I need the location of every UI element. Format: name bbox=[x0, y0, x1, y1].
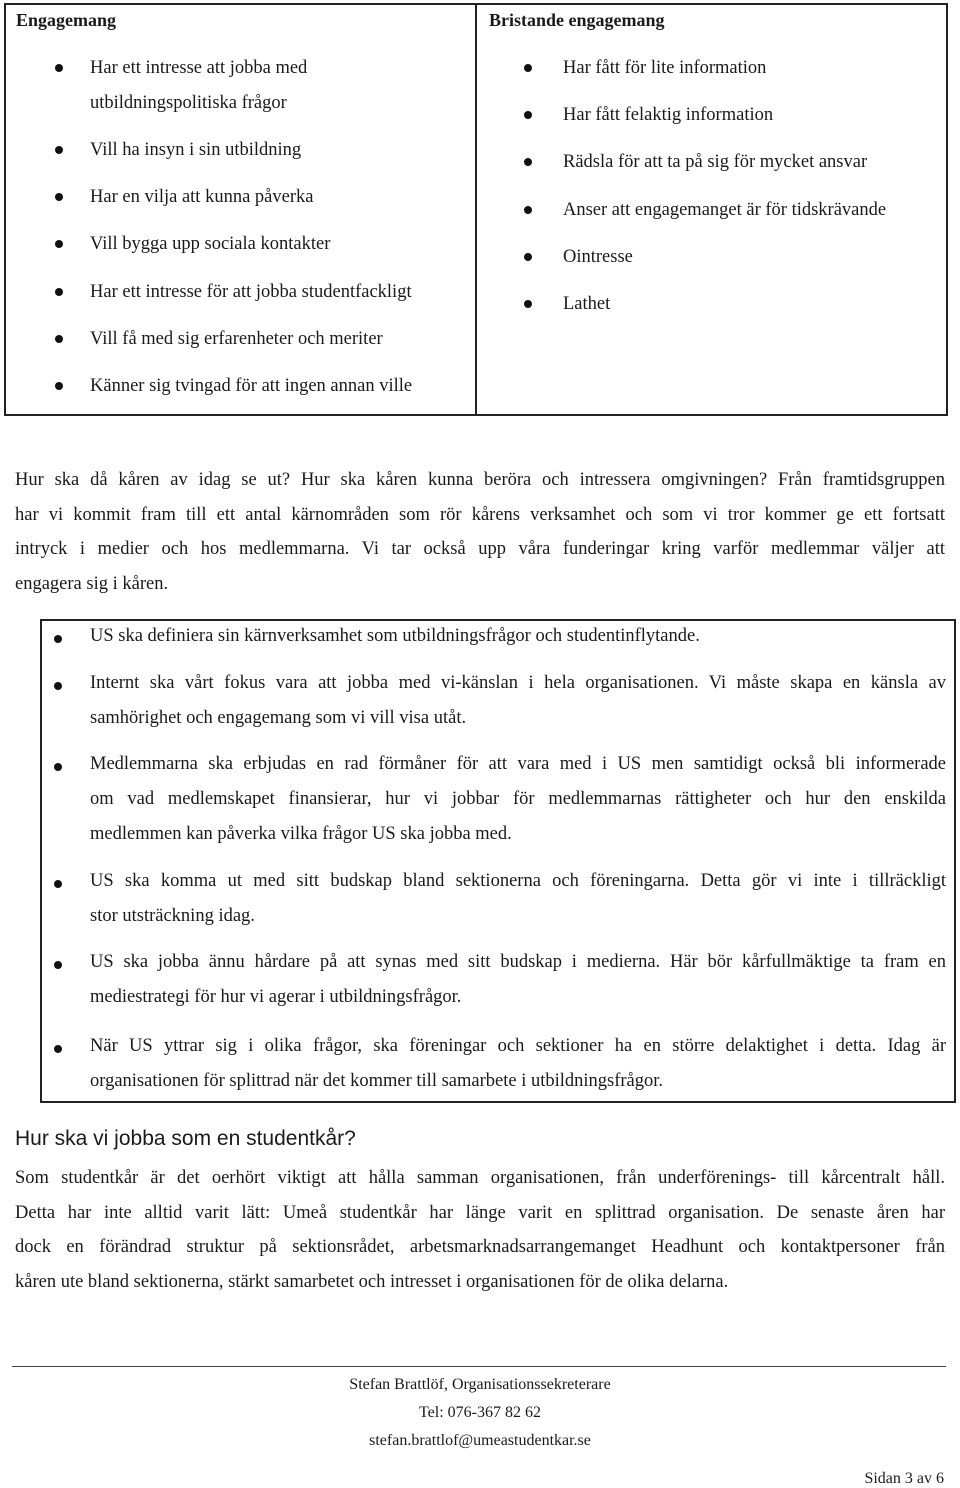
bullet-icon bbox=[54, 635, 62, 643]
list-item-line: medlemmen kan påverka vilka frågor US ska jobba med. bbox=[90, 824, 512, 844]
bullet-icon bbox=[524, 158, 532, 166]
bullet-icon bbox=[524, 206, 532, 214]
bullet-icon bbox=[54, 1045, 62, 1053]
list-item-text bbox=[90, 666, 946, 736]
list-item-text: Vill ha insyn i sin utbildning bbox=[90, 140, 302, 160]
engagement-heading: Engagemang bbox=[16, 10, 117, 30]
paragraph-line: intryck i medier och hos medlemmarna. Vi tar också upp våra funderingar kring varför medlemmar väljer att bbox=[15, 539, 945, 560]
bullet-icon bbox=[55, 64, 63, 72]
bullet-icon bbox=[55, 193, 63, 201]
list-item-text: Har ett intresse att jobba med bbox=[90, 58, 308, 78]
list-item-text: Ointresse bbox=[563, 247, 633, 267]
footer-email: stefan.brattlof@umeastudentkar.se bbox=[369, 1432, 591, 1449]
list-item-text: Har fått för lite information bbox=[563, 58, 767, 78]
list-item-text: Rädsla för att ta på sig för mycket ansvar bbox=[563, 152, 868, 172]
table-column-divider bbox=[475, 5, 477, 414]
list-item-line: Medlemmarna ska erbjudas en rad förmåner för att vara med i US men samtidigt också bli informerade bbox=[90, 754, 946, 774]
paragraph-line: Som studentkår är det oerhört viktigt att hålla samman organisationen, från underförenings- till kårcentralt håll. bbox=[15, 1168, 945, 1188]
list-item-line: om vad medlemskapet finansierar, hur vi jobbar för medlemmarnas rättigheter och hur den enskilda bbox=[90, 789, 946, 809]
bullet-icon bbox=[55, 335, 63, 343]
paragraph-line: har vi kommit fram till ett antal kärnområden som rör kårens verksamhet och som vi tror kommer ge ett fortsatt bbox=[15, 504, 945, 525]
bullet-icon bbox=[55, 146, 63, 154]
page-number: Sidan 3 av 6 bbox=[864, 1470, 944, 1487]
list-item-line: organisationen för splittrad när det kommer till samarbete i utbildningsfrågor. bbox=[90, 1071, 664, 1091]
list-item-line: US ska definiera sin kärnverksamhet som utbildningsfrågor och studentinflytande. bbox=[90, 626, 700, 646]
paragraph-line: engagera sig i kåren. bbox=[15, 573, 169, 594]
list-item-text: Har en vilja att kunna påverka bbox=[90, 187, 314, 207]
bullet-icon bbox=[54, 763, 62, 771]
paragraph-line: Detta har inte alltid varit lätt: Umeå studentkår har länge varit en splittrad organisation. De senaste åren har bbox=[15, 1202, 945, 1223]
list-item-text bbox=[90, 619, 946, 654]
bullet-icon bbox=[55, 382, 63, 390]
list-item-line: stor utsträckning idag. bbox=[90, 906, 255, 926]
list-item-text bbox=[90, 747, 946, 852]
list-item-text bbox=[90, 1029, 946, 1099]
list-item-text: Anser att engagemanget är för tidskrävande bbox=[563, 200, 887, 220]
bullet-icon bbox=[524, 64, 532, 72]
list-item-text: Har ett intresse för att jobba studentfackligt bbox=[90, 282, 412, 302]
paragraph-line: dock en förändrad struktur på sektionsrådet, arbetsmarknadsarrangemanget Headhunt och kontaktpersoner från bbox=[15, 1237, 945, 1258]
core-areas-box bbox=[40, 619, 956, 1103]
paragraph-line: kåren ute bland sektionerna, stärkt samarbetet och intresset i organisationen för de olika delarna. bbox=[15, 1271, 729, 1292]
bullet-icon bbox=[54, 682, 62, 690]
list-item-text: Känner sig tvingad för att ingen annan ville bbox=[90, 376, 413, 396]
list-item-line: När US yttrar sig i olika frågor, ska föreningar och sektioner ha en större delaktighet i detta. Idag är bbox=[90, 1036, 946, 1056]
list-item-text bbox=[90, 945, 946, 1015]
list-item-line: mediestrategi för hur vi agerar i utbildningsfrågor. bbox=[90, 987, 462, 1007]
bullet-icon bbox=[54, 961, 62, 969]
list-item-line: US ska jobba ännu hårdare på att synas med sitt budskap i medierna. Här bör kårfullmäktige ta fram en bbox=[90, 952, 946, 972]
list-item-line: samhörighet och engagemang som vi vill visa utåt. bbox=[90, 708, 467, 728]
bullet-icon bbox=[55, 240, 63, 248]
intro-paragraph bbox=[15, 463, 945, 601]
bullet-icon bbox=[54, 880, 62, 888]
section-heading: Hur ska vi jobba som en studentkår? bbox=[15, 1127, 356, 1150]
lacking-engagement-heading: Bristande engagemang bbox=[489, 10, 665, 30]
list-item-text: Lathet bbox=[563, 294, 611, 314]
bullet-icon bbox=[524, 253, 532, 261]
bullet-icon bbox=[524, 111, 532, 119]
list-item-text: Vill få med sig erfarenheter och meriter bbox=[90, 329, 383, 349]
bullet-icon bbox=[524, 300, 532, 308]
list-item-text: Vill bygga upp sociala kontakter bbox=[90, 234, 331, 254]
list-item-text: utbildningspolitiska frågor bbox=[90, 93, 287, 113]
list-item-text bbox=[90, 864, 946, 934]
list-item-line: Internt ska vårt fokus vara att jobba med vi-känslan i hela organisationen. Vi måste skapa en känsla av bbox=[90, 673, 946, 693]
engagement-table bbox=[4, 3, 948, 416]
section-paragraph bbox=[15, 1161, 945, 1299]
list-item-line: US ska komma ut med sitt budskap bland sektionerna och föreningarna. Detta gör vi inte i tillräckligt bbox=[90, 871, 946, 891]
list-item-text: Har fått felaktig information bbox=[563, 105, 774, 125]
footer-author: Stefan Brattlöf, Organisationssekreterare bbox=[349, 1376, 611, 1393]
paragraph-line: Hur ska då kåren av idag se ut? Hur ska kåren kunna beröra och intressera omgivningen? Från framtidsgruppen bbox=[15, 470, 945, 490]
bullet-icon bbox=[55, 288, 63, 296]
footer-divider bbox=[12, 1366, 946, 1367]
footer-phone: Tel: 076-367 82 62 bbox=[419, 1404, 541, 1421]
